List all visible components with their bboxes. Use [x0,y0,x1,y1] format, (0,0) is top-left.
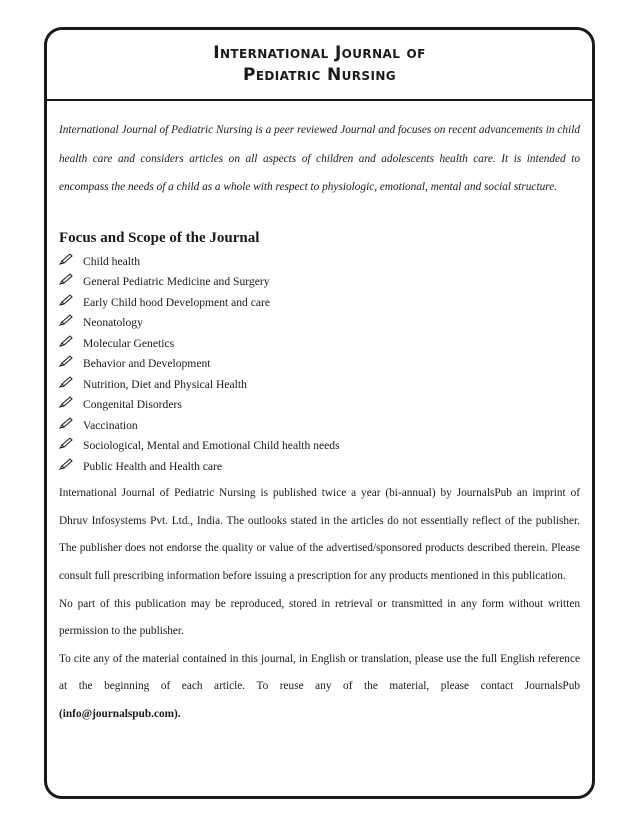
focus-scope-item [59,354,580,375]
pencil-icon [59,376,73,388]
copyright-paragraph: No part of this publication may be reproduced, stored in retrieval or transmitted in any form without written permission to the publisher. [59,597,580,638]
pencil-icon [59,273,73,285]
focus-scope-item [59,293,580,314]
focus-scope-item-label: Early Child hood Development and care [83,295,271,309]
focus-scope-item [59,416,580,437]
pencil-icon [59,294,73,306]
focus-scope-item-label: Behavior and Development [83,357,211,371]
pencil-icon [59,355,73,367]
focus-scope-item-label: Nutrition, Diet and Physical Health [83,377,247,391]
focus-scope-item [59,313,580,334]
focus-scope-item-label: General Pediatric Medicine and Surgery [83,275,270,289]
focus-scope-item-label: Public Health and Health care [83,459,223,473]
pencil-icon [59,417,73,429]
pencil-icon [59,458,73,470]
focus-scope-item [59,334,580,355]
focus-scope-heading: Focus and Scope of the Journal [59,229,260,246]
focus-scope-list [59,252,580,478]
pencil-icon [59,253,73,265]
citation-text: To cite any of the material contained in this journal, in English or translation, please use the full English reference at the beginning of each article. To reuse any of the material, please contact JournalsPub [59,652,580,693]
focus-scope-item-label: Molecular Genetics [83,336,175,350]
page-content [59,116,580,729]
focus-scope-item-label: Sociological, Mental and Emotional Child health needs [83,439,340,453]
focus-scope-item [59,457,580,478]
focus-scope-item-label: Vaccination [83,418,138,432]
publication-paragraph: International Journal of Pediatric Nursing is published twice a year (bi-annual) by JournalsPub an imprint of Dhruv Infosystems Pvt. Ltd., India. The outlooks stated in the articles do not essentially reflect of the publisher. The publisher does not endorse the quality or value of the advertised/sponsored products described therein. Please consult full prescribing information before issuing a prescription for any products mentioned in this publication. [59,487,580,583]
focus-scope-item [59,395,580,416]
focus-scope-item [59,252,580,273]
contact-email-link[interactable]: (info@journalspub.com). [59,708,181,721]
journal-title [47,42,592,86]
title-divider [47,99,592,101]
focus-scope-item [59,375,580,396]
pencil-icon [59,437,73,449]
pencil-icon [59,396,73,408]
journal-title-line-2: Pediatric Nursing [242,65,397,85]
focus-scope-item-label: Neonatology [83,316,143,330]
citation-paragraph [59,646,580,729]
intro-paragraph: International Journal of Pediatric Nursing is a peer reviewed Journal and focuses on recent advancements in child health care and considers articles on all aspects of children and adolescents health care. It is intended to encompass the needs of a child as a whole with respect to physiologic, emotional, mental and social structure. [59,124,580,194]
pencil-icon [59,314,73,326]
focus-scope-item [59,436,580,457]
focus-scope-item-label: Congenital Disorders [83,398,182,412]
journal-title-line-1: International Journal of [213,43,426,63]
pencil-icon [59,335,73,347]
page-border [44,27,595,799]
focus-scope-item [59,272,580,293]
focus-scope-item-label: Child health [83,254,140,268]
